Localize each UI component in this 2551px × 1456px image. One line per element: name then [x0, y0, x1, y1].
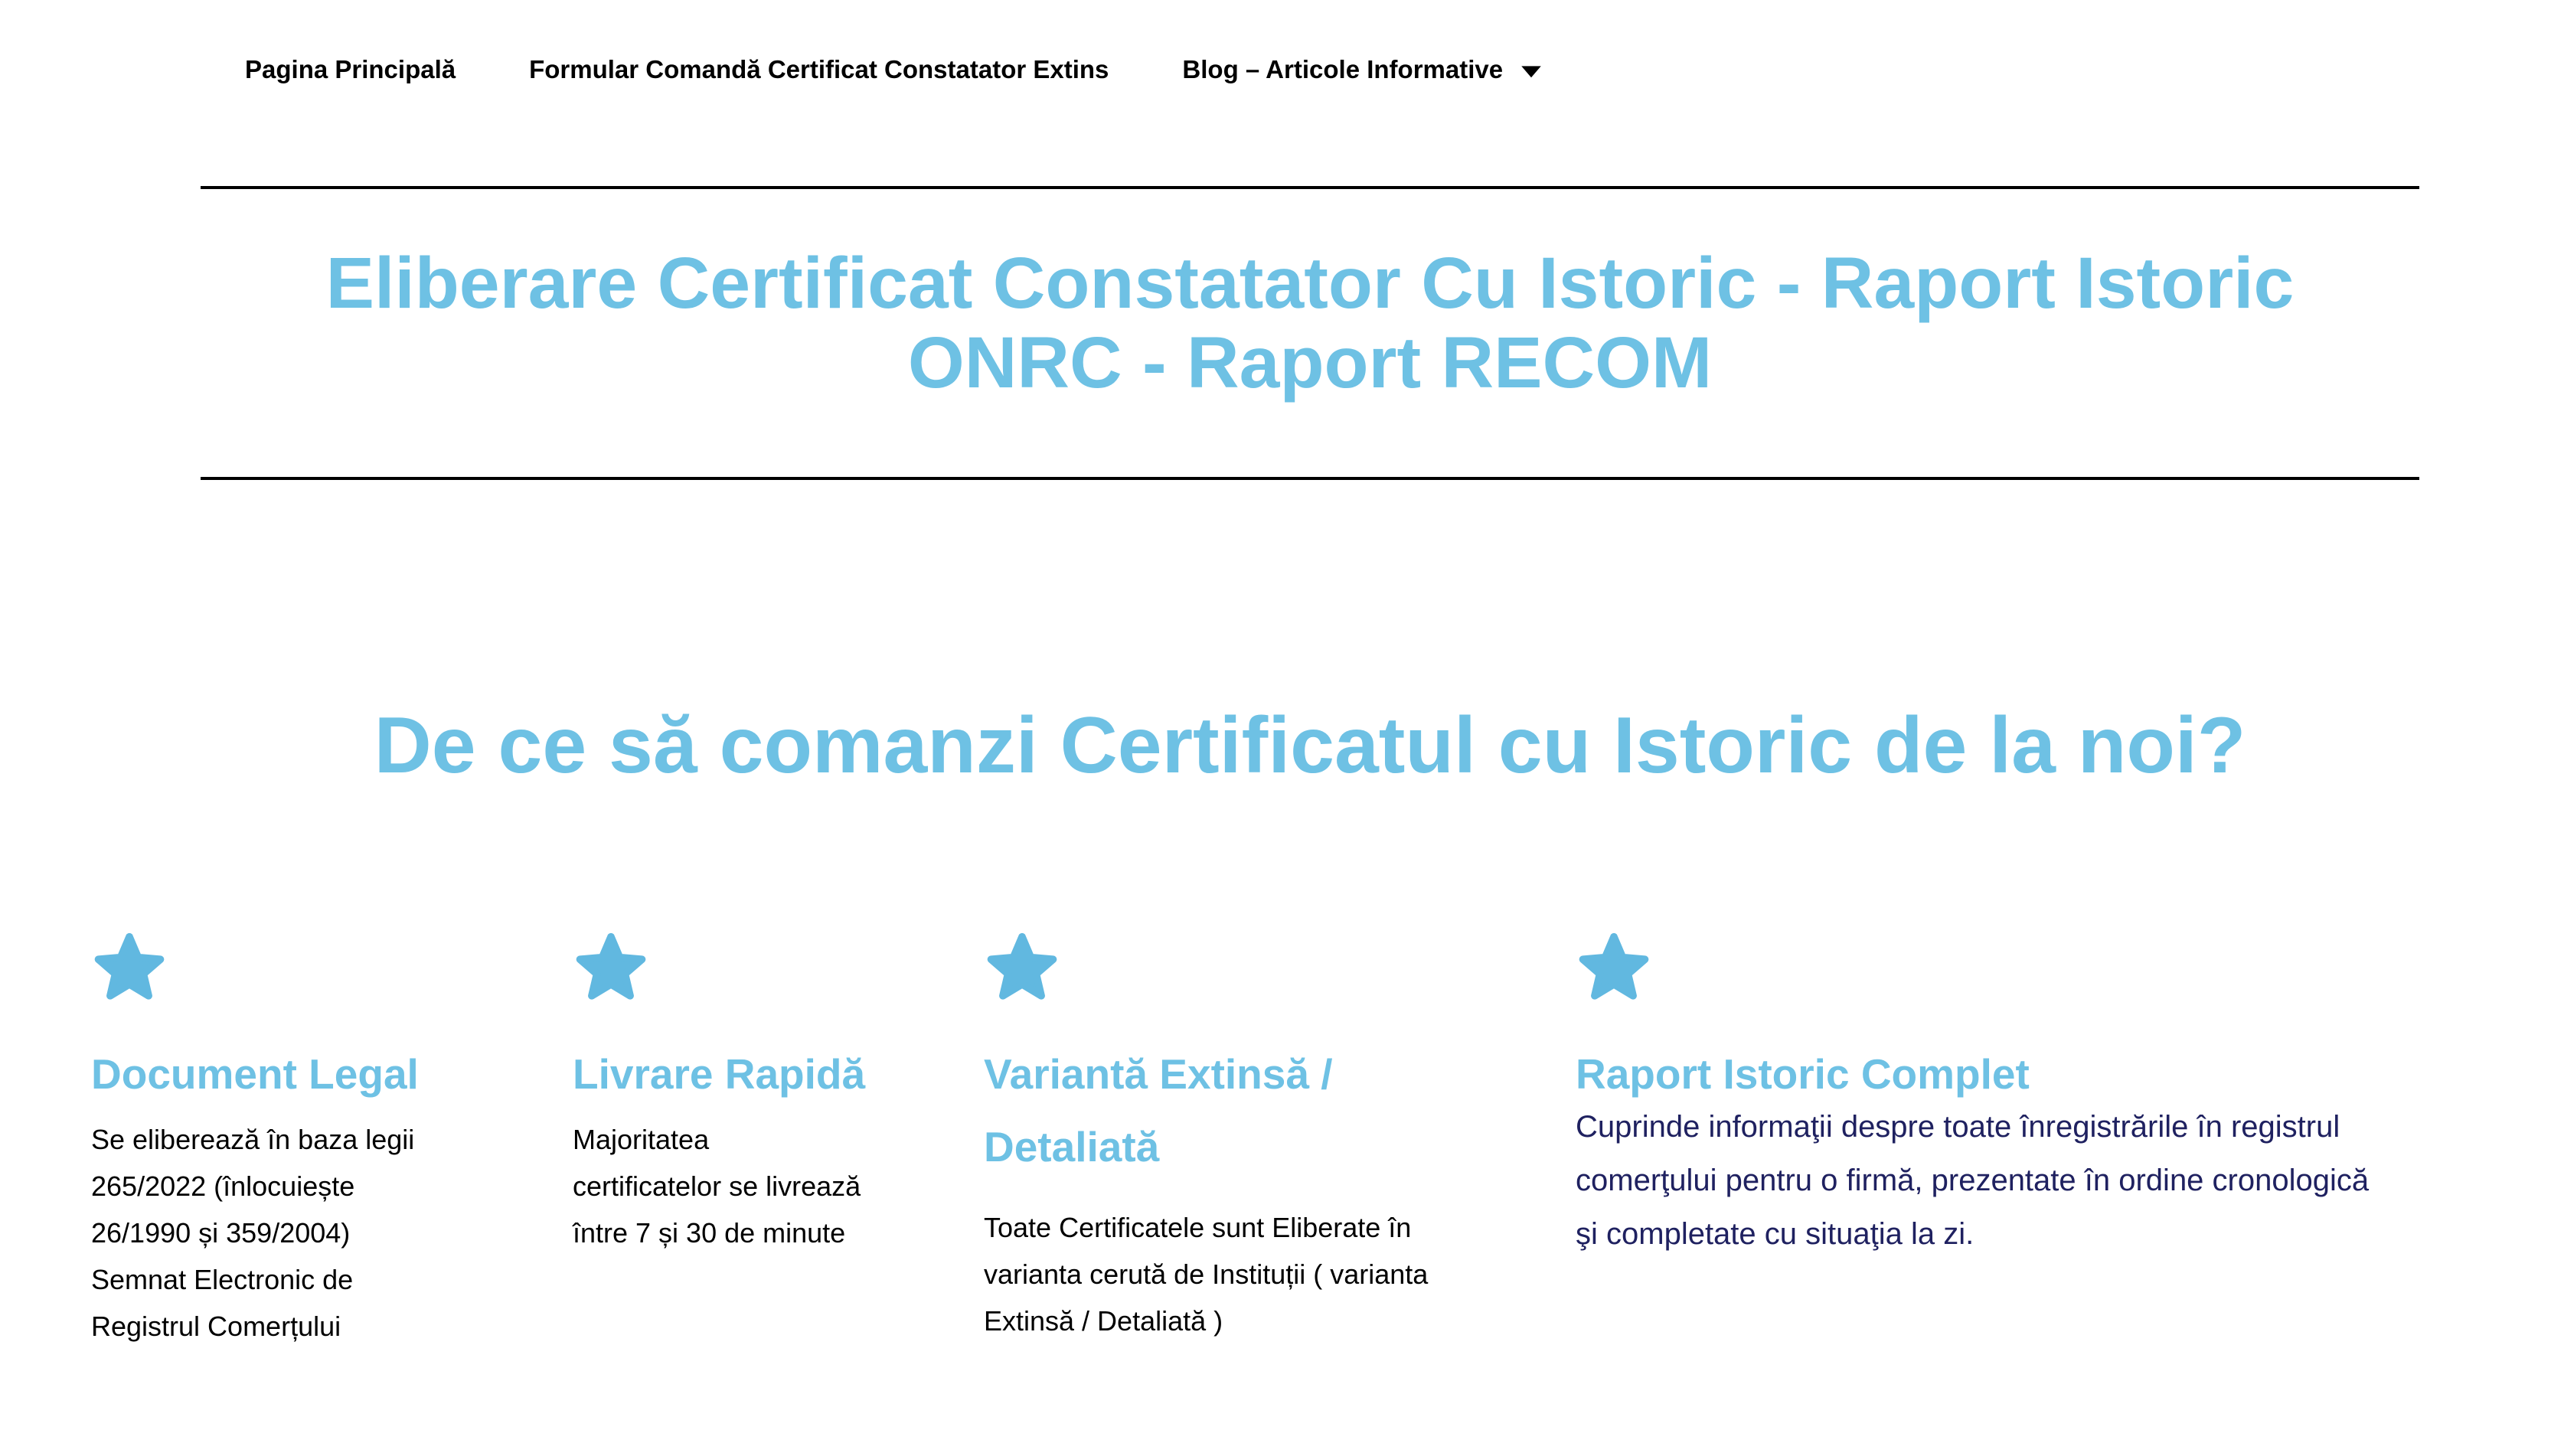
star-icon [573, 931, 649, 1001]
nav-item-blog-label: Blog – Articole Informative [1182, 55, 1504, 83]
feature-raport-istoric [1576, 931, 2521, 1261]
star-icon [1576, 931, 1652, 1001]
feature-description [91, 1116, 520, 1350]
text-line: 26/1990 și 359/2004) [91, 1217, 351, 1249]
text-line: varianta cerută de Instituții ( varianta [984, 1258, 1429, 1290]
text-line: Variantă Extinsă / [984, 1050, 1333, 1098]
feature-title [573, 1038, 971, 1111]
feature-description [1576, 1100, 2521, 1261]
feature-title [91, 1038, 520, 1111]
text-line: Raport Istoric Complet [1576, 1050, 2030, 1098]
star-icon [984, 931, 1060, 1001]
text-line: între 7 și 30 de minute [573, 1217, 846, 1249]
text-line: Registrul Comerțului [91, 1311, 341, 1342]
nav-item-formular-comanda[interactable]: Formular Comandă Certificat Constatator Extins [529, 55, 1109, 83]
nav-item-blog[interactable] [1182, 55, 1543, 84]
nav-item-pagina-principala[interactable]: Pagina Principală [245, 55, 456, 83]
feature-livrare-rapida [573, 931, 971, 1256]
feature-description [984, 1204, 1573, 1344]
text-line: Extinsă / Detaliată ) [984, 1305, 1223, 1337]
text-line: Se eliberează în baza legii [91, 1124, 415, 1155]
feature-document-legal [91, 931, 520, 1350]
text-line: comerţului pentru o firmă, prezentate în ordine cronologică [1576, 1164, 2370, 1197]
main-nav [245, 55, 1543, 84]
page-title-line: ONRC - Raport RECOM [907, 322, 1713, 403]
section-heading: De ce să comanzi Certificatul cu Istoric de la noi? [374, 701, 2246, 790]
feature-title [984, 1038, 1573, 1183]
divider [201, 186, 2419, 189]
text-line: Majoritatea [573, 1124, 710, 1155]
feature-varianta-extinsa [984, 931, 1573, 1344]
text-line: certificatelor se livrează [573, 1170, 861, 1202]
text-line: Semnat Electronic de [91, 1264, 354, 1295]
chevron-down-icon [1520, 65, 1543, 78]
text-line: Document Legal [91, 1050, 419, 1098]
text-line: Livrare Rapidă [573, 1050, 866, 1098]
page-title-line: Eliberare Certificat Constatator Cu Istoric - Raport Istoric [325, 243, 2295, 324]
text-line: şi completate cu situaţia la zi. [1576, 1217, 1974, 1251]
divider [201, 477, 2419, 480]
page-title [201, 243, 2419, 403]
text-line: Toate Certificatele sunt Eliberate în [984, 1212, 1412, 1243]
text-line: 265/2022 (înlocuiește [91, 1170, 355, 1202]
text-line: Cuprinde informaţii despre toate înregistrările în registrul [1576, 1110, 2340, 1144]
feature-description [573, 1116, 971, 1256]
text-line: Detaliată [984, 1123, 1160, 1170]
star-icon [91, 931, 168, 1001]
